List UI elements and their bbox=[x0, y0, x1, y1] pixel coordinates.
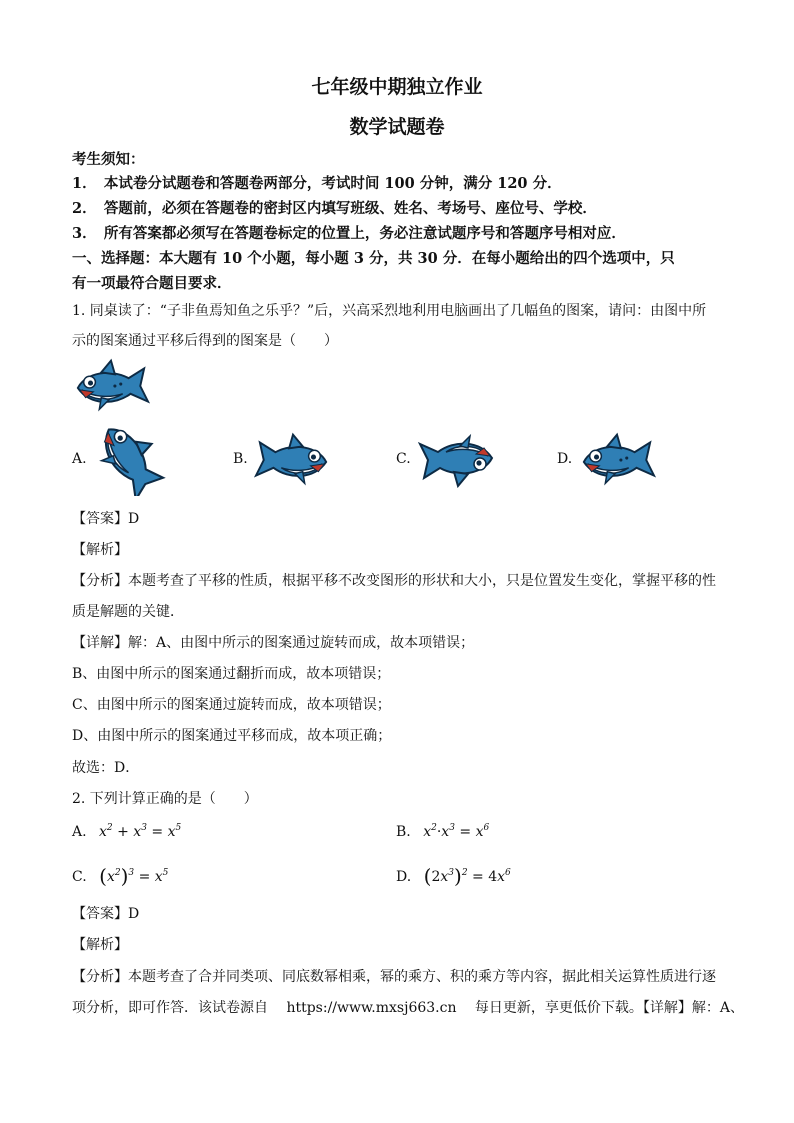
q2-option-d bbox=[396, 864, 511, 888]
exp-b1: 2 bbox=[431, 823, 437, 833]
q1-analysis-line2: 质是解题的关键． bbox=[72, 604, 184, 620]
coef-d2: 4 bbox=[488, 869, 498, 885]
exp-d3: 6 bbox=[505, 868, 511, 878]
document-subtitle: 数学试题卷 bbox=[349, 116, 445, 138]
q1-detail-1: 【详解】解：A、由图中所示的图案通过旋转而成，故本项错误； bbox=[72, 635, 475, 651]
q2-analysis-label: 【解析】 bbox=[72, 937, 128, 953]
q1-stem-line1: 1. 同桌读了：“子非鱼焉知鱼之乐乎？”后，兴高采烈地利用电脑画出了几幅鱼的图案，请问：由图中所 bbox=[72, 303, 707, 319]
q2-option-c-label: C. bbox=[72, 869, 87, 885]
q1-option-a-label: A. bbox=[72, 451, 87, 467]
section-heading-line1: 一、选择题：本大题有 10 个小题，每小题 3 分，共 30 分．在每小题给出的四个选项中，只 bbox=[72, 250, 675, 267]
q1-analysis-label: 【解析】 bbox=[72, 542, 128, 558]
q2-option-b bbox=[396, 823, 489, 840]
q2-analysis-line1: 【分析】本题考查了合并同类项、同底数幂相乘，幂的乘方、积的乘方等内容，据此相关运算性质进行逐 bbox=[72, 969, 716, 985]
exp-d1: 3 bbox=[448, 868, 455, 878]
q2-analysis-line2: 项分析，即可作答．该试卷源自 https://www.mxsj663.cn 每日更新，享更低价下载。【详解】解：A、 bbox=[72, 1000, 745, 1016]
coef-d1: 2 bbox=[431, 869, 441, 885]
q1-analysis-line1: 【分析】本题考查了平移的性质，根据平移不改变图形的形状和大小，只是位置发生变化，掌握平移的性 bbox=[72, 573, 716, 589]
q2-option-d-label: D. bbox=[396, 869, 412, 885]
q1-detail-3: C、由图中所示的图案通过旋转而成，故本项错误； bbox=[72, 697, 391, 713]
q1-option-d-shark-image bbox=[578, 432, 656, 488]
exp-a3: 5 bbox=[175, 823, 182, 833]
q2-option-a bbox=[72, 823, 181, 840]
q2-stem: 2. 下列计算正确的是（ ） bbox=[72, 791, 258, 807]
q2-answer: 【答案】D bbox=[72, 906, 140, 922]
q1-conclusion: 故选：D． bbox=[72, 760, 140, 776]
document-title: 七年级中期独立作业 bbox=[311, 76, 483, 98]
q2-option-c-formula: $(x^2)^3 = x^5$ bbox=[99, 864, 169, 888]
q2-option-b-label: B. bbox=[396, 824, 411, 840]
q2-option-b-formula: $x^2\cdot x^3 = x^6$ bbox=[423, 823, 490, 840]
q2-option-d-formula: $(2x^3)^2 = 4x^6$ bbox=[423, 864, 511, 888]
q1-detail-4: D、由图中所示的图案通过平移而成，故本项正确； bbox=[72, 728, 392, 744]
exp-c1: 2 bbox=[114, 868, 121, 878]
exp-b3: 6 bbox=[483, 823, 490, 833]
q2-option-a-label: A. bbox=[72, 824, 87, 840]
exp-b2: 3 bbox=[449, 823, 455, 833]
notice-item-1: 1． 本试卷分试题卷和答题卷两部分，考试时间 100 分钟，满分 120 分． bbox=[72, 175, 562, 192]
q1-option-c-label: C. bbox=[396, 451, 411, 467]
q1-answer: 【答案】D bbox=[72, 511, 140, 527]
section-heading-line2: 有一项最符合题目要求． bbox=[72, 275, 232, 292]
exp-a2: 3 bbox=[141, 823, 147, 833]
q1-option-a-shark-image bbox=[88, 420, 170, 496]
q1-option-d-label: D. bbox=[557, 451, 573, 467]
notice-item-3: 3． 所有答案都必须写在答题卷标定的位置上，务必注意试题序号和答题序号相对应． bbox=[72, 225, 626, 242]
notice-heading: 考生须知： bbox=[72, 151, 145, 168]
reference-shark-image bbox=[72, 358, 150, 414]
q1-detail-2: B、由图中所示的图案通过翻折而成，故本项错误； bbox=[72, 666, 391, 682]
exp-c2: 3 bbox=[128, 868, 135, 878]
q1-option-c-shark-image bbox=[418, 432, 498, 488]
exp-a1: 2 bbox=[106, 823, 113, 833]
q1-option-b-label: B. bbox=[233, 451, 248, 467]
q1-stem-line2: 示的图案通过平移后得到的图案是（ ） bbox=[72, 333, 338, 349]
exp-c3: 5 bbox=[162, 868, 169, 878]
q1-option-b-shark-image bbox=[254, 432, 332, 488]
q2-option-a-formula: $x^2 + x^3 = x^5$ bbox=[99, 823, 182, 840]
exp-d2: 2 bbox=[461, 868, 468, 878]
notice-item-2: 2． 答题前，必须在答题卷的密封区内填写班级、姓名、考场号、座位号、学校． bbox=[72, 200, 597, 217]
q2-option-c bbox=[72, 864, 168, 888]
